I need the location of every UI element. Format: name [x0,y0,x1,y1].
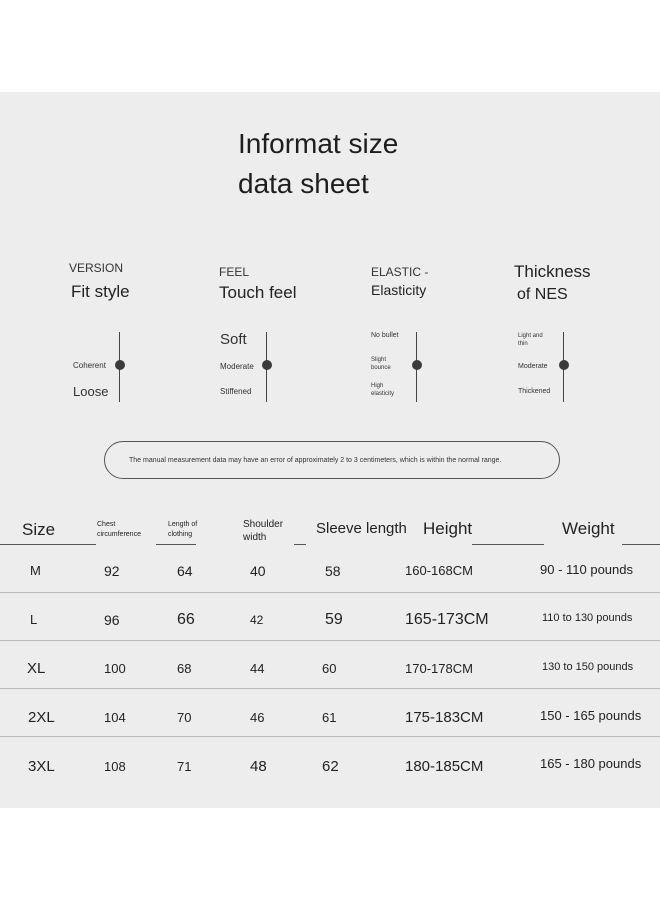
fit-style-mid-label: Coherent [73,361,106,370]
touch-feel-bottom-label: Stiffened [220,387,252,396]
attr-of-nes-title: of NES [517,286,568,303]
sleeve-cell: 58 [325,563,341,579]
header-chest: Chest circumference [97,521,141,538]
row-divider [0,592,660,593]
height-cell: 170-178CM [405,661,473,676]
header-size: Size [22,520,56,539]
weight-cell: 150 - 165 pounds [540,708,642,723]
elasticity-top-label: No bullet [371,332,399,339]
shoulder-cell: 42 [250,613,264,627]
size-cell: XL [27,660,46,677]
row-divider [0,640,660,641]
page-title [238,124,398,204]
touch-feel-scale-marker [262,360,272,370]
sleeve-cell: 60 [322,661,337,676]
sleeve-cell: 61 [322,710,337,725]
header-underline-4 [472,544,544,545]
attr-elastic-label: ELASTIC - [371,265,429,279]
row-divider [0,688,660,689]
attr-elasticity-title: Elasticity [371,282,427,298]
header-underline-2 [156,544,196,545]
header-underline-3 [294,544,306,545]
height-cell: 165-173CM [405,611,489,628]
weight-cell: 130 to 150 pounds [542,661,634,673]
row-divider [0,736,660,737]
elasticity-bottom-label: High elasticity [371,383,395,397]
length-cell: 66 [177,611,195,628]
thickness-mid-label: Moderate [518,363,548,370]
height-cell: 160-168CM [405,563,473,578]
attr-version-label: VERSION [69,261,124,275]
size-cell: 2XL [28,709,55,726]
header-sleeve: Sleeve length [316,520,407,537]
elasticity-scale-marker [412,360,422,370]
header-underline-5 [622,544,660,545]
thickness-bottom-label: Thickened [518,388,551,395]
measurement-note-text: The manual measurement data may have an error of approximately 2 to 3 centimeters, which is within the normal range. [129,456,502,464]
length-cell: 70 [177,710,192,725]
length-cell: 64 [177,563,193,579]
title-line-2: data sheet [238,168,369,199]
attr-touch-feel-title: Touch feel [219,283,297,302]
attr-feel-label: FEEL [219,265,250,279]
length-cell: 71 [177,759,192,774]
height-cell: 180-185CM [405,758,484,775]
shoulder-cell: 48 [250,758,267,775]
weight-cell: 90 - 110 pounds [540,562,633,577]
weight-cell: 165 - 180 pounds [540,756,642,771]
chest-cell: 104 [104,710,126,725]
shoulder-cell: 40 [250,563,266,579]
shoulder-cell: 46 [250,710,265,725]
shoulder-cell: 44 [250,661,265,676]
elasticity-mid-label: Slight bounce [371,357,391,371]
header-weight: Weight [562,519,615,538]
attr-thickness-title: Thickness [514,262,591,281]
chest-cell: 92 [104,563,120,579]
thickness-scale-marker [559,360,569,370]
chest-cell: 96 [104,612,120,628]
touch-feel-mid-label: Moderate [220,362,254,371]
sleeve-cell: 59 [325,611,343,628]
thickness-top-label: Light and thin [518,333,543,347]
size-cell: 3XL [28,758,55,775]
measurement-note [104,441,560,479]
touch-feel-top-label: Soft [220,331,247,348]
chest-cell: 100 [104,661,126,676]
height-cell: 175-183CM [405,709,484,726]
title-line-1: Informat size [238,128,399,159]
fit-style-scale-marker [115,360,125,370]
chest-cell: 108 [104,759,126,774]
weight-cell: 110 to 130 pounds [542,612,633,624]
header-underline-1 [0,544,96,545]
header-shoulder: Shoulder width [243,519,284,543]
attr-fit-style-title: Fit style [71,282,130,301]
length-cell: 68 [177,661,192,676]
header-height: Height [423,519,473,538]
size-cell: L [30,612,38,627]
header-length: Length of clothing [168,521,198,538]
sleeve-cell: 62 [322,758,339,775]
size-cell: M [30,563,41,578]
fit-style-bottom-label: Loose [73,384,109,399]
